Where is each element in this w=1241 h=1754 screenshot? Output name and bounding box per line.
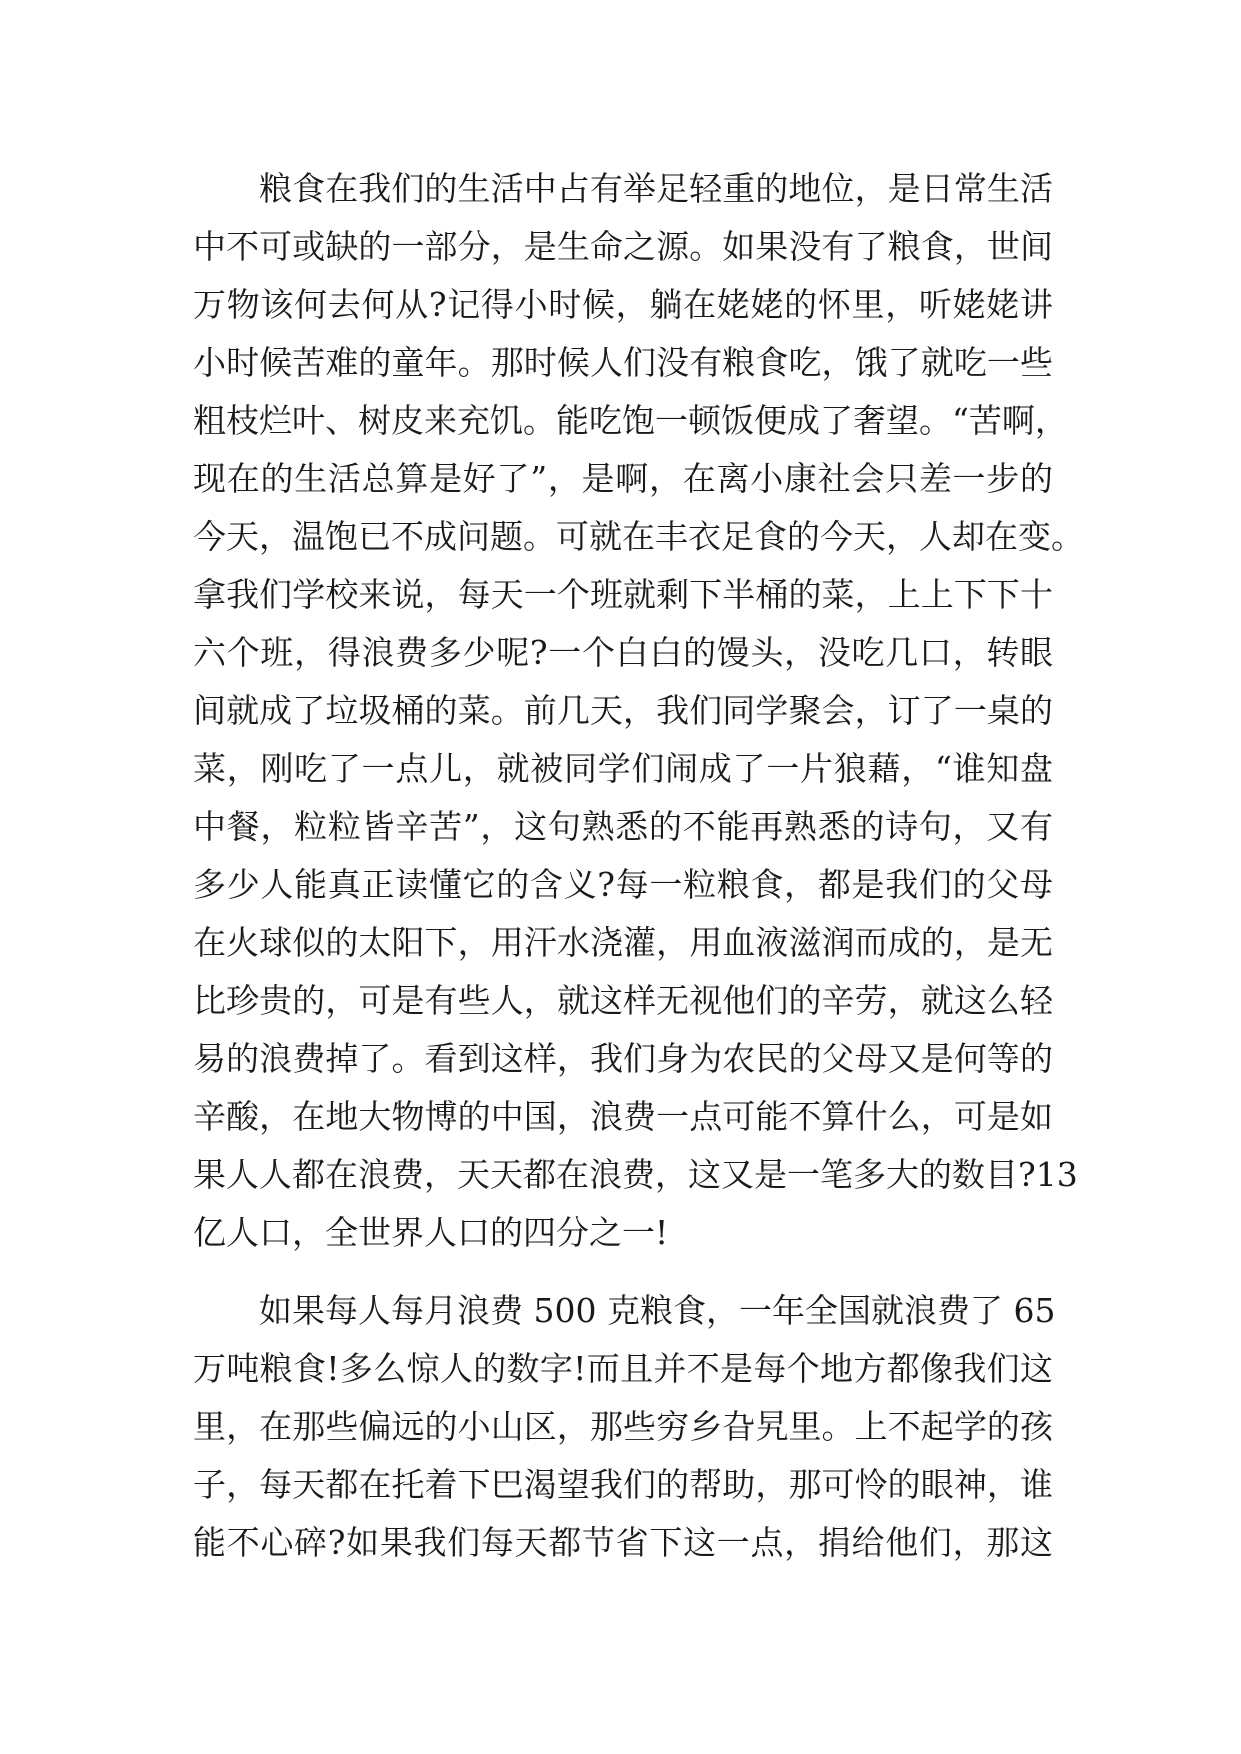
text-line: 间就成了垃圾桶的菜。前几天，我们同学聚会，订了一桌的 [193,691,1053,730]
text-line: 亿人口，全世界人口的四分之一! [193,1213,669,1252]
text-line: 粮食在我们的生活中占有举足轻重的地位，是日常生活 [259,169,1053,208]
text-line: 现在的生活总算是好了”，是啊，在离小康社会只差一步的 [193,459,1053,498]
text-line: 六个班，得浪费多少呢?一个白白的馒头，没吃几口，转眼 [193,633,1053,672]
text-line: 菜，刚吃了一点儿，就被同学们闹成了一片狼藉，“谁知盘 [193,749,1053,788]
text-line: 拿我们学校来说，每天一个班就剩下半桶的菜，上上下下十 [193,575,1053,614]
paragraph-1 [193,160,1084,1262]
text-line: 小时候苦难的童年。那时候人们没有粮食吃，饿了就吃一些 [193,343,1053,382]
text-line: 多少人能真正读懂它的含义?每一粒粮食，都是我们的父母 [193,865,1053,904]
text-line: 今天，温饱已不成问题。可就在丰衣足食的今天，人却在变。 [193,517,1084,556]
text-line: 粗枝烂叶、树皮来充饥。能吃饱一顿饭便成了奢望。“苦啊， [193,401,1068,440]
paragraph-2 [193,1282,1056,1572]
text-line: 万吨粮食!多么惊人的数字!而且并不是每个地方都像我们这 [193,1349,1053,1388]
text-line: 在火球似的太阳下，用汗水浇灌，用血液滋润而成的，是无 [193,923,1053,962]
text-line: 如果每人每月浪费 500 克粮食，一年全国就浪费了 65 [259,1291,1056,1330]
document-body [193,160,1084,1572]
paragraph-spacer [193,1262,1053,1282]
text-line: 辛酸，在地大物博的中国，浪费一点可能不算什么，可是如 [193,1097,1053,1136]
text-line: 中餐，粒粒皆辛苦”，这句熟悉的不能再熟悉的诗句，又有 [193,807,1053,846]
text-line: 中不可或缺的一部分，是生命之源。如果没有了粮食，世间 [193,227,1053,266]
text-line: 易的浪费掉了。看到这样，我们身为农民的父母又是何等的 [193,1039,1053,1078]
text-line: 里，在那些偏远的小山区，那些穷乡旮旯里。上不起学的孩 [193,1407,1053,1446]
text-line: 比珍贵的，可是有些人，就这样无视他们的辛劳，就这么轻 [193,981,1053,1020]
text-line: 万物该何去何从?记得小时候，躺在姥姥的怀里，听姥姥讲 [193,285,1053,324]
text-line: 能不心碎?如果我们每天都节省下这一点，捐给他们，那这 [193,1523,1053,1562]
text-line: 果人人都在浪费，天天都在浪费，这又是一笔多大的数目?13 [193,1155,1078,1194]
text-line: 子，每天都在托着下巴渴望我们的帮助，那可怜的眼神，谁 [193,1465,1053,1504]
